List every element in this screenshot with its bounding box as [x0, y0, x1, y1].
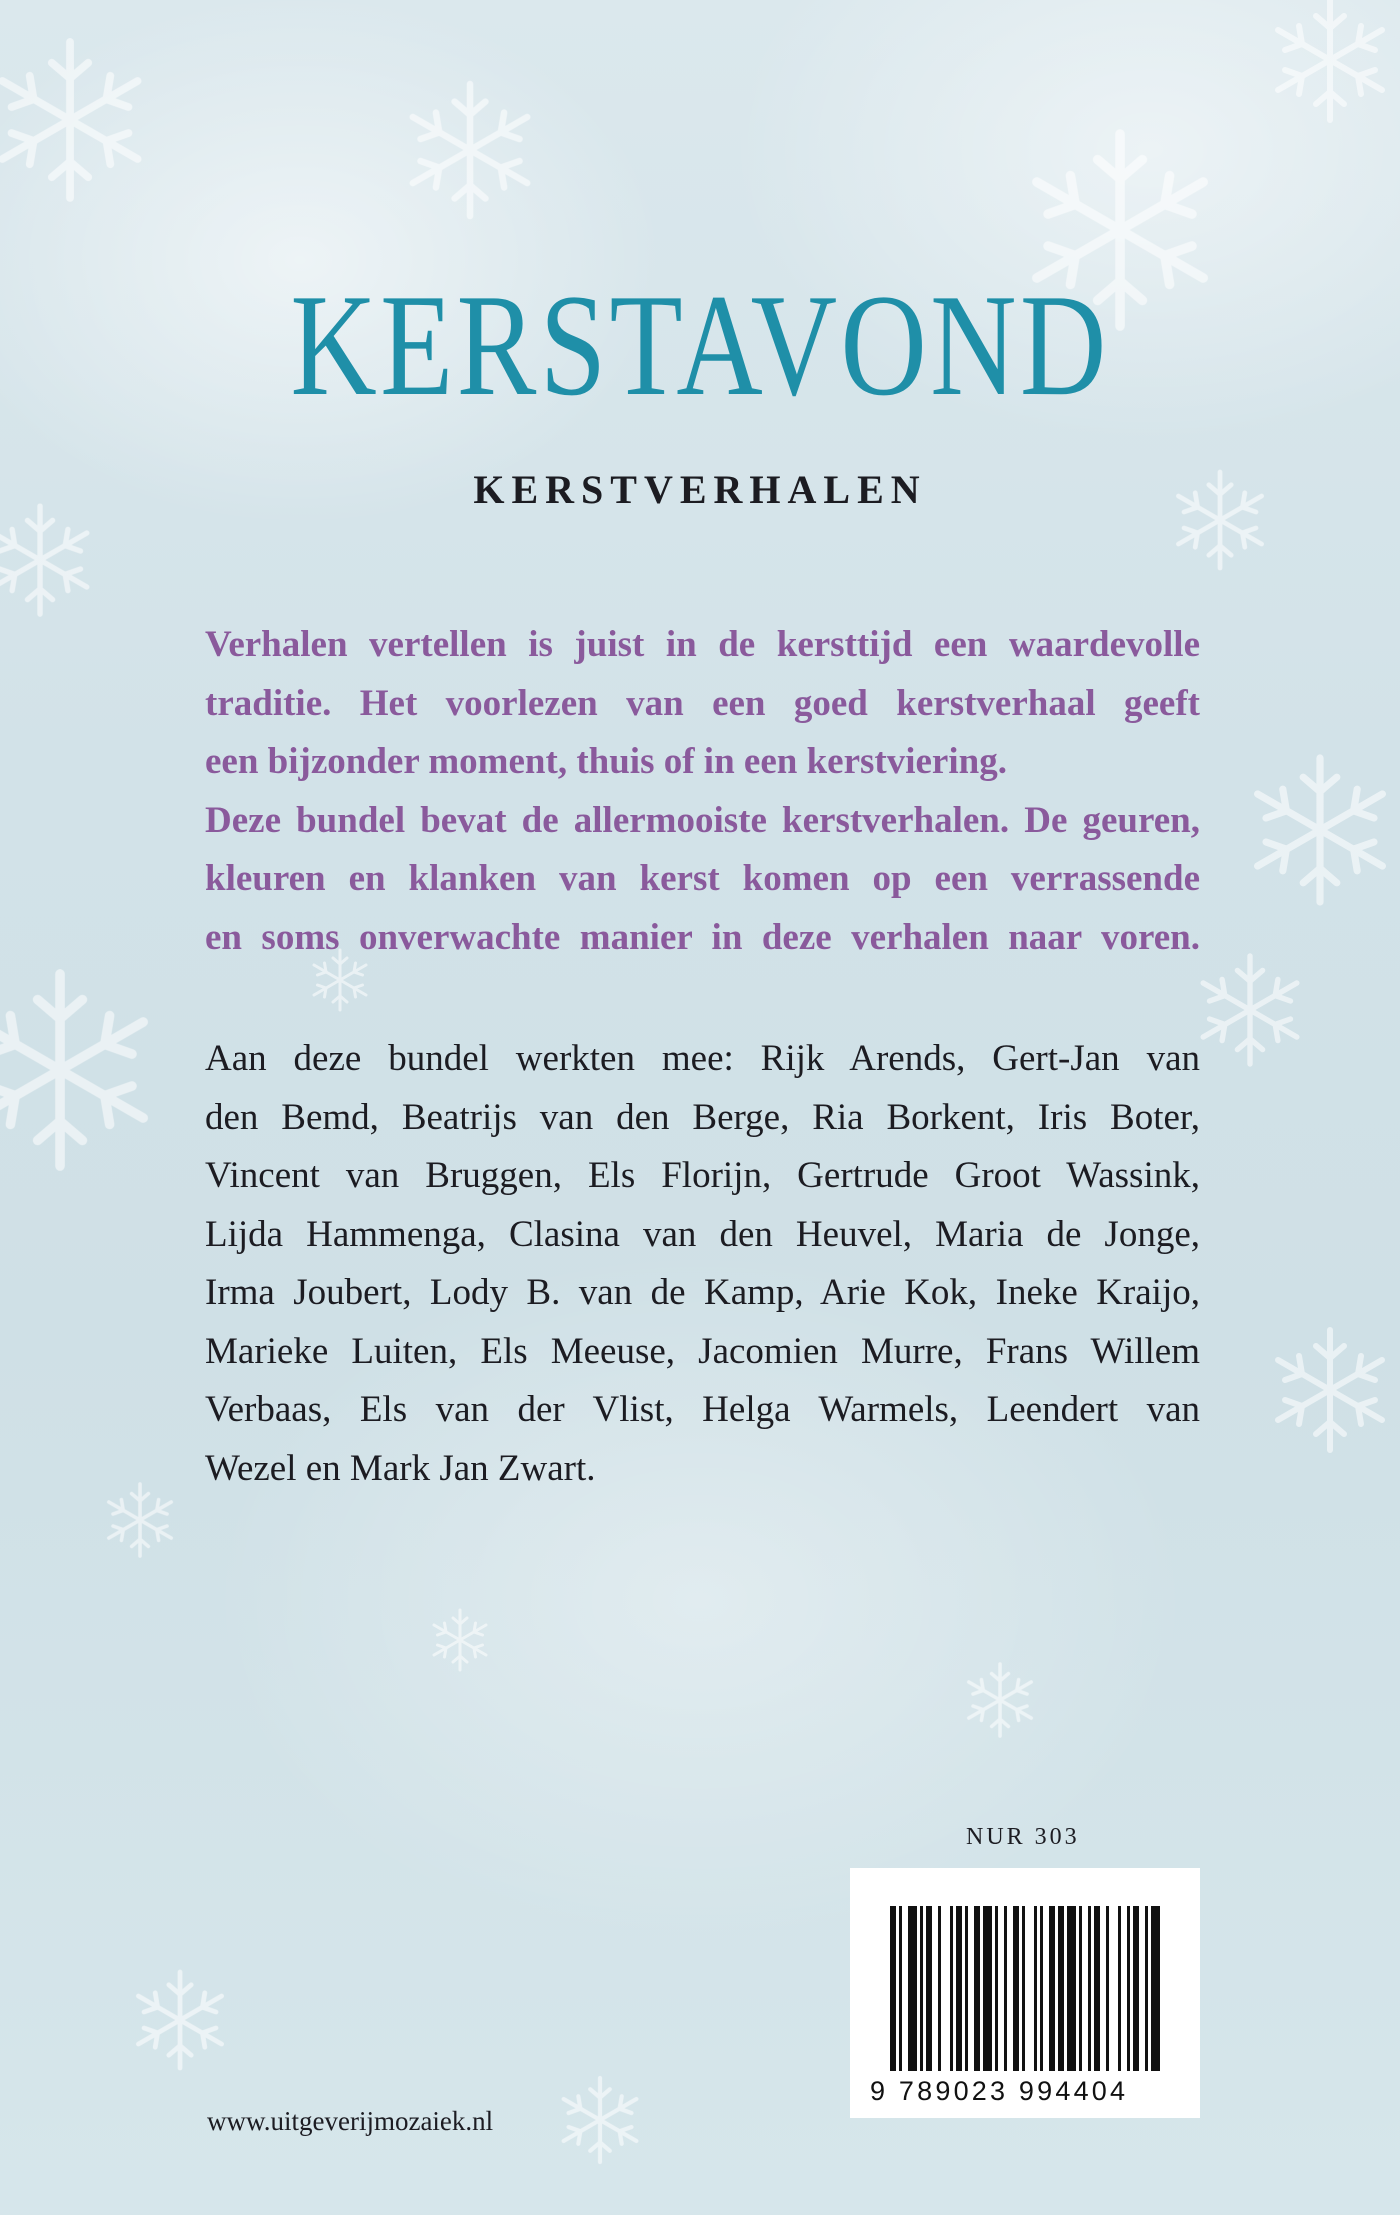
barcode-bar: [1151, 1906, 1160, 2071]
barcode-bar: [1034, 1906, 1037, 2071]
barcode-bar: [1004, 1906, 1007, 2071]
barcode-bar: [956, 1906, 962, 2071]
barcode-bar: [1013, 1906, 1019, 2071]
blurb-line: Verhalen vertellen is juist in de kersttijd een waardevolle: [205, 624, 1200, 665]
nur-code: NUR 303: [966, 1824, 1080, 1850]
book-subtitle: KERSTVERHALEN: [473, 467, 927, 512]
barcode-bar: [920, 1906, 923, 2071]
barcode-bar: [1088, 1906, 1091, 2071]
contributors-line: Lijda Hammenga, Clasina van den Heuvel, Maria de Jonge,: [205, 1213, 1200, 1255]
barcode-bar: [899, 1906, 902, 2071]
contributors-list: [205, 1030, 1200, 1498]
blurb-line: Deze bundel bevat de allermooiste kerstverhalen. De geuren,: [205, 799, 1200, 841]
barcode-bar: [995, 1906, 998, 2071]
barcode-bar: [926, 1906, 932, 2071]
barcode-bar: [1067, 1906, 1076, 2071]
blurb-line: en soms onverwachte manier in deze verhalen naar voren.: [205, 916, 1200, 958]
barcode-bar: [938, 1906, 941, 2071]
barcode-bar: [950, 1906, 953, 2071]
barcode-bar: [965, 1906, 968, 2071]
barcode-bar: [890, 1906, 896, 2071]
barcode-bar: [1058, 1906, 1064, 2071]
barcode-bar: [1133, 1906, 1139, 2071]
publisher-website: www.uitgeverijmozaiek.nl: [207, 2106, 494, 2136]
book-title: KERSTAVOND: [290, 264, 1110, 426]
blurb-line: kleuren en klanken van kerst komen op een verrassende: [205, 858, 1200, 899]
barcode-bar: [974, 1906, 980, 2071]
barcode-bar: [908, 1906, 917, 2071]
contributors-line: Irma Joubert, Lody B. van de Kamp, Arie Kok, Ineke Kraijo,: [205, 1272, 1200, 1313]
contributors-line: Vincent van Bruggen, Els Florijn, Gertrude Groot Wassink,: [205, 1155, 1200, 1196]
barcode-bar: [1079, 1906, 1082, 2071]
barcode-bar: [1118, 1906, 1121, 2071]
barcode-bar: [1127, 1906, 1130, 2071]
contributors-line: Verbaas, Els van der Vlist, Helga Warmels, Leendert van: [205, 1389, 1200, 1430]
blurb-line: een bijzonder moment, thuis of in een kerstviering.: [205, 741, 1007, 782]
barcode-bar: [1145, 1906, 1148, 2071]
barcode-bar: [1094, 1906, 1100, 2071]
contributors-line: Aan deze bundel werkten mee: Rijk Arends, Gert-Jan van: [205, 1038, 1200, 1079]
blurb-line: traditie. Het voorlezen van een goed kerstverhaal geeft: [205, 682, 1200, 724]
contributors-line: den Bemd, Beatrijs van den Berge, Ria Borkent, Iris Boter,: [205, 1096, 1200, 1138]
contributors-line: Marieke Luiten, Els Meeuse, Jacomien Murre, Frans Willem: [205, 1330, 1200, 1372]
barcode-bar: [1049, 1906, 1055, 2071]
book-blurb: [205, 616, 1200, 967]
barcode-bar: [1022, 1906, 1025, 2071]
contributors-line: Wezel en Mark Jan Zwart.: [205, 1447, 596, 1489]
barcode-bar: [1040, 1906, 1043, 2071]
barcode-bar: [983, 1906, 992, 2071]
barcode-bar: [1106, 1906, 1109, 2071]
isbn-number: 9 789023 994404: [870, 2076, 1129, 2106]
